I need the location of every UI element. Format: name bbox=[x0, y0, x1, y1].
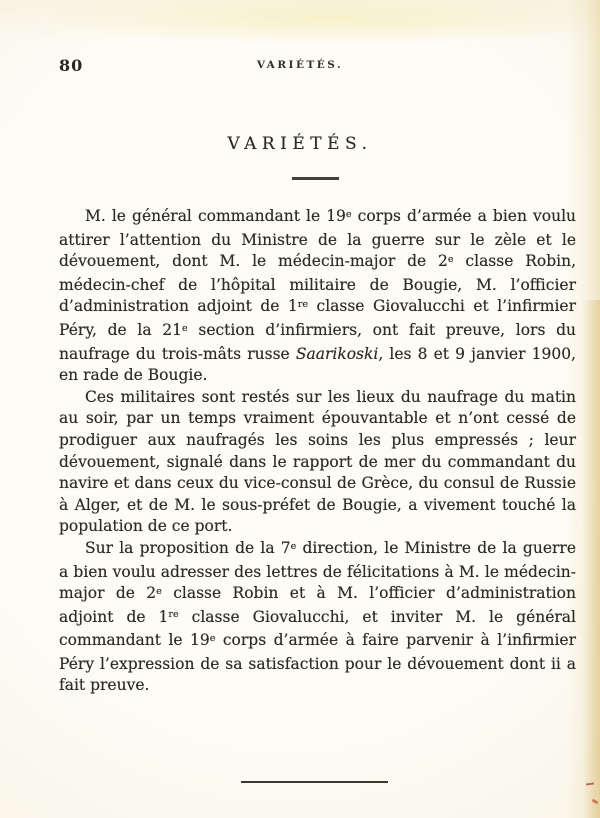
section-title: VARIÉTÉS. bbox=[227, 134, 373, 154]
body-paragraph: M. le général commandant le 19e corps d’armée a bien voulu attirer l’attention du Ministre de la guerre sur le zèle et le dévouement, dont M. le médecin-major de 2e classe Robin, médecin-chef de l’hôpital militaire de Bougie, M. l’officier d’administration adjoint de 1re classe Giovalucchi et l’infirmier Péry, de la 21e section d’infirmiers, ont fait preuve, lors du naufrage du trois-mâts russe Saarikoski, les 8 et 9 janvier 1900, en rade de Bougie. bbox=[59, 207, 577, 385]
body-paragraph: Sur la proposition de la 7e direction, le Ministre de la guerre a bien voulu adresser des lettres de félicitations à M. le médecin-major de 2e classe Robin et à M. l’officier d’administration adjoint de 1re classe Giovalucchi, et inviter M. le général commandant le 19e corps d’armée à faire parvenir à l’infirmier Péry l’expression de sa satisfaction pour le dévouement dont ii a fait preuve. bbox=[59, 538, 577, 695]
page-number: 80 bbox=[59, 56, 84, 75]
running-header: VARIÉTÉS. bbox=[256, 59, 344, 71]
page-header bbox=[0, 56, 600, 78]
title-divider-rule bbox=[292, 177, 339, 180]
end-divider-rule bbox=[241, 781, 388, 783]
page-gutter-shadow bbox=[582, 300, 600, 818]
body-paragraph: Ces militaires sont restés sur les lieux du naufrage du matin au soir, par un temps vraiment épouvantable et n’ont cessé de prodiguer aux naufragés les soins les plus empressés ; leur dévouement, signalé dans le rapport de mer du commandant du navire et dans ceux du vice-consul de Grèce, du consul de Russie à Alger, et de M. le sous-préfet de Bougie, a vivement touché la population de ce port. bbox=[59, 387, 576, 536]
body-text bbox=[59, 206, 576, 697]
